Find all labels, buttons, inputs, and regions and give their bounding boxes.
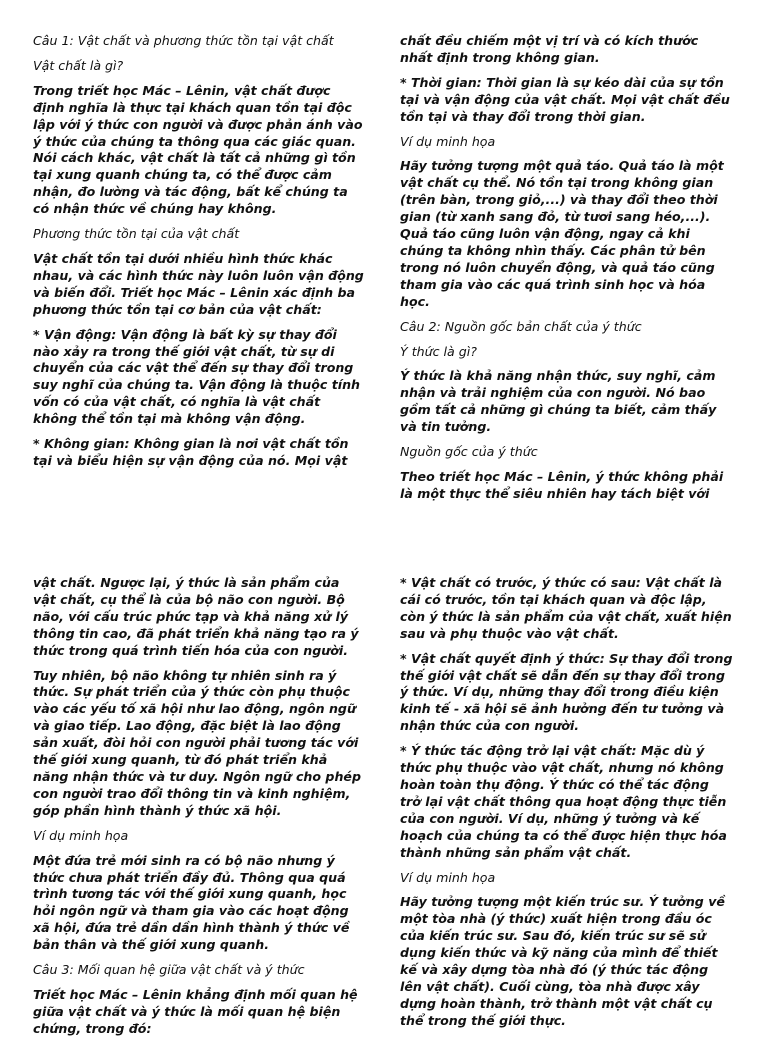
heading-cau-1: Câu 1: Vật chất và phương thức tồn tại vật chất — [33, 33, 334, 48]
heading-cau-3: Câu 3: Mối quan hệ giữa vật chất và ý thức — [33, 962, 305, 978]
paragraph: Triết học Mác – Lênin khẳng định mối quan hệ giữa vật chất và ý thức là mối quan hệ biện chứng, trong đó: — [33, 986, 358, 1036]
paragraph: Vật chất tồn tại dưới nhiều hình thức khác nhau, và các hình thức này luôn luôn vận động và biến đổi. Triết học Mác – Lênin xác định ba phương thức tồn tại cơ bản của vật chất: — [33, 250, 364, 317]
heading-y-thuc-la-gi: Ý thức là gì? — [400, 343, 477, 359]
paragraph: Hãy tưởng tượng một kiến trúc sư. Ý tưởng về một tòa nhà (ý thức) xuất hiện trong đầu óc của kiến trúc sư. Sau đó, kiến trúc sư sẽ sử dụng kiến thức và kỹ năng của mình để thiết kế và xây dựng tòa nhà đó (ý thức tác động lên vật chất). Cuối cùng, tòa nhà được xây dựng hoàn thành, trở thành một vật chất cụ thể trong thế giới thực. — [400, 894, 725, 1028]
heading-vat-chat-la-gi: Vật chất là gì? — [33, 57, 124, 73]
paragraph: Ý thức là khả năng nhận thức, suy nghĩ, cảm nhận và trải nghiệm của con người. Nó bao gồm tất cả những gì chúng ta biết, cảm thấy và tin tưởng. — [400, 368, 717, 435]
bottom-left-column — [33, 575, 366, 1036]
bullet-vat-chat-quyet-dinh: * Vật chất quyết định ý thức: Sự thay đổi trong thế giới vật chất sẽ dẫn đến sự thay đổi trong ý thức. Ví dụ, những thay đổi trong điều kiện kinh tế - xã hội sẽ ảnh hưởng đến tư tưởng và nhận thức của con người. — [400, 650, 733, 734]
paragraph: chất đều chiếm một vị trí và có kích thước nhất định trong không gian. — [400, 33, 699, 65]
bullet-thoi-gian: * Thời gian: Thời gian là sự kéo dài của sự tồn tại và vận động của vật chất. Mọi vật chất đều tồn tại và thay đổi trong thời gian. — [400, 74, 730, 124]
top-left-column — [33, 33, 366, 478]
heading-vi-du-minh-hoa: Ví dụ minh họa — [33, 827, 129, 843]
paragraph: Một đứa trẻ mới sinh ra có bộ não nhưng ý thức chưa phát triển đầy đủ. Thông qua quá trình tương tác với thế giới xung quanh, học hỏi ngôn ngữ và tham gia vào các hoạt động xã hội, đứa trẻ dần dần hình thành ý thức về bản thân và thế giới xung quanh. — [33, 852, 350, 953]
paragraph: Trong triết học Mác – Lênin, vật chất được định nghĩa là thực tại khách quan tồn tại độc lập với ý thức con người và được phản ánh vào ý thức của chúng ta thông qua các giác quan. Nói cách khác, vật chất là tất cả những gì tồn tại xung quanh chúng ta, có thể được cảm nhận, đo lường và tác động, bất kể chúng ta có nhận thức về chúng hay không. — [33, 82, 363, 217]
heading-nguon-goc-y-thuc: Nguồn gốc của ý thức — [400, 444, 538, 460]
paragraph: Theo triết học Mác – Lênin, ý thức không phải là một thực thể siêu nhiên hay tách biệt với — [400, 468, 724, 501]
paragraph: vật chất. Ngược lại, ý thức là sản phẩm của vật chất, cụ thể là của bộ não con người. Bộ não, với cấu trúc phức tạp và khả năng xử lý thông tin cao, đã phát triển khả năng tạo ra ý thức trong quá trình tiến hóa của con người. — [33, 575, 359, 658]
heading-vi-du-minh-hoa: Ví dụ minh họa — [400, 869, 496, 885]
paragraph: Hãy tưởng tượng một quả táo. Quả táo là một vật chất cụ thể. Nó tồn tại trong không gian (trên bàn, trong giỏ,...) và thay đổi theo thời gian (từ xanh sang đỏ, từ tươi sang héo,...). Quả táo cũng luôn vận động, ngay cả khi chúng ta không nhìn thấy. Các phân tử bên trong nó luôn chuyển động, và quả táo cũng tham gia vào các quá trình sinh học và hóa học. — [400, 158, 724, 309]
heading-vi-du-minh-hoa: Ví dụ minh họa — [400, 133, 496, 149]
bullet-khong-gian: * Không gian: Không gian là nơi vật chất tồn tại và biểu hiện sự vận động của nó. Mọi vật — [33, 436, 349, 468]
heading-cau-2: Câu 2: Nguồn gốc bản chất của ý thức — [400, 318, 642, 334]
top-right-column — [400, 33, 733, 511]
bullet-vat-chat-co-truoc: * Vật chất có trước, ý thức có sau: Vật chất là cái có trước, tồn tại khách quan và độc lập, còn ý thức là sản phẩm của vật chất, xuất hiện sau và phụ thuộc vào vật chất. — [400, 575, 732, 641]
paragraph: Tuy nhiên, bộ não không tự nhiên sinh ra ý thức. Sự phát triển của ý thức còn phụ thuộc vào các yếu tố xã hội như lao động, ngôn ngữ và giao tiếp. Lao động, đặc biệt là lao động sản xuất, đòi hỏi con người phải tương tác với thế giới xung quanh, từ đó phát triển khả năng nhận thức và tư duy. Ngôn ngữ cho phép con người trao đổi thông tin và kinh nghiệm, góp phần hình thành ý thức xã hội. — [33, 667, 361, 818]
bullet-van-dong: * Vận động: Vận động là bất kỳ sự thay đổi nào xảy ra trong thế giới vật chất, từ sự di chuyển của các vật thể đến sự thay đổi trong suy nghĩ của chúng ta. Vận động là thuộc tính vốn có của vật chất, có nghĩa là vật chất không thể tồn tại mà không vận động. — [33, 326, 361, 427]
heading-phuong-thuc-ton-tai: Phương thức tồn tại của vật chất — [33, 226, 240, 242]
bullet-y-thuc-tac-dong: * Ý thức tác động trở lại vật chất: Mặc dù ý thức phụ thuộc vào vật chất, nhưng nó không hoàn toàn thụ động. Ý thức có thể tác động trở lại vật chất thông qua hoạt động thực tiễn của con người. Ví dụ, những ý tưởng và kế hoạch của chúng ta có thể được hiện thực hóa thành những sản phẩm vật chất. — [400, 743, 727, 860]
bottom-right-column — [400, 575, 733, 1028]
